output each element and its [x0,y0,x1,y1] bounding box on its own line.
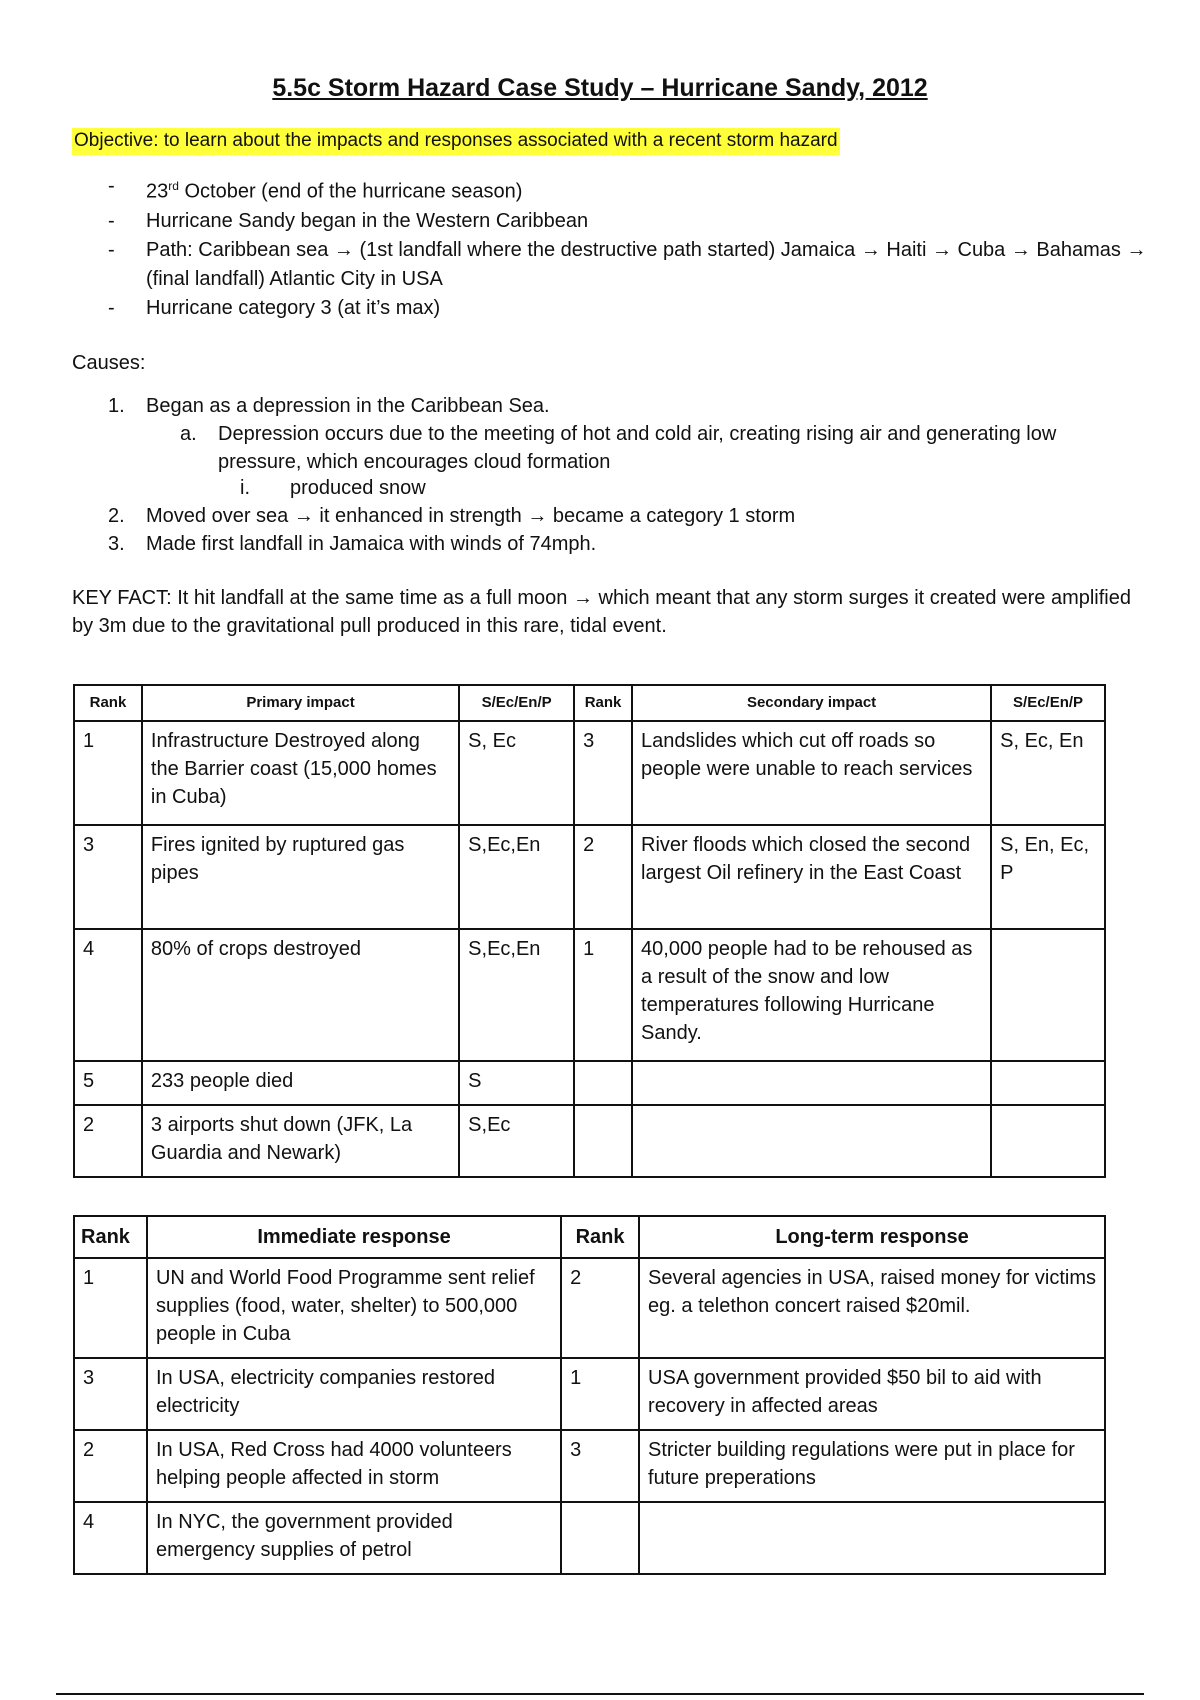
table-cell: Stricter building regulations were put in place for future preperations [639,1430,1105,1502]
table-cell: 2 [74,1105,142,1177]
table-cell [574,1105,632,1177]
table-cell: In USA, electricity companies restored electricity [147,1358,561,1430]
table-row [74,929,1105,1061]
bullet-item: - 23rd October (end of the hurricane season) [108,172,1148,207]
table-cell: 80% of crops destroyed [142,929,459,1061]
table-row [74,1061,1105,1105]
cause-item: 1. Began as a depression in the Caribbean Sea. [108,395,550,417]
bullet-marker: - [108,238,115,261]
table-cell: In NYC, the government provided emergency supplies of petrol [147,1502,561,1574]
table-cell [991,1105,1105,1177]
table-cell: 2 [574,825,632,929]
table-row [74,825,1105,929]
column-header: Primary impact [142,685,459,721]
table-cell: 4 [74,1502,147,1574]
table-cell: 3 [74,825,142,929]
table-cell: S,Ec,En [459,825,574,929]
table-cell: 1 [74,1258,147,1358]
impacts-table [73,684,1106,1178]
table-cell [991,1061,1105,1105]
column-header: S/Ec/En/P [459,685,574,721]
column-header: Rank [74,685,142,721]
table-cell: S, Ec, En [991,721,1105,825]
column-header: Rank [574,685,632,721]
page-bottom-rule [56,1693,1144,1695]
column-header: Secondary impact [632,685,991,721]
table-row [74,1258,1105,1358]
responses-table [73,1215,1106,1575]
bullet-marker: - [108,296,115,319]
table-cell: 5 [74,1061,142,1105]
table-cell: UN and World Food Programme sent relief supplies (food, water, shelter) to 500,000 people in Cuba [147,1258,561,1358]
cause-subsubitem: i. produced snow [240,477,426,499]
table-cell: 2 [561,1258,639,1358]
bullet-marker: - [108,175,115,197]
table-cell: Landslides which cut off roads so people were unable to reach services [632,721,991,825]
table-cell: Infrastructure Destroyed along the Barrier coast (15,000 homes in Cuba) [142,721,459,825]
cause-item: 2. Moved over sea → it enhanced in strength → became a category 1 storm [108,505,796,527]
table-cell: 3 [561,1430,639,1502]
table-cell: 1 [561,1358,639,1430]
table-cell: 3 [74,1358,147,1430]
page-title: 5.5c Storm Hazard Case Study – Hurricane Sandy, 2012 [272,74,928,102]
causes-heading: Causes: [72,352,146,374]
table-cell: 1 [74,721,142,825]
bullet-marker: - [108,209,115,232]
table-cell: S, Ec [459,721,574,825]
table-cell: 3 airports shut down (JFK, La Guardia and Newark) [142,1105,459,1177]
bullet-list [108,172,1148,323]
causes-list [108,392,1118,558]
table-cell: River floods which closed the second largest Oil refinery in the East Coast [632,825,991,929]
cause-subitem: a. Depression occurs due to the meeting of hot and cold air, creating rising air and generating low pressure, which encourages cloud formation [180,423,1057,473]
table-cell [639,1502,1105,1574]
table-cell [991,929,1105,1061]
table-cell: Fires ignited by ruptured gas pipes [142,825,459,929]
table-cell: S, En, Ec, P [991,825,1105,929]
bullet-item: - Hurricane Sandy began in the Western Caribbean [108,207,1148,236]
table-cell: S [459,1061,574,1105]
key-fact: KEY FACT: It hit landfall at the same time as a full moon → which meant that any storm surges it created were amplified by 3m due to the gravitational pull produced in this rare, tidal event. [72,587,1131,637]
table-cell: 233 people died [142,1061,459,1105]
table-cell: USA government provided $50 bil to aid with recovery in affected areas [639,1358,1105,1430]
cause-item: 3. Made first landfall in Jamaica with winds of 74mph. [108,533,597,555]
table-cell: 4 [74,929,142,1061]
table-row [74,1502,1105,1574]
table-cell [561,1502,639,1574]
table-header-row [74,685,1105,721]
table-cell: S,Ec,En [459,929,574,1061]
bullet-item: - Path: Caribbean sea → (1st landfall where the destructive path started) Jamaica → Haiti → Cuba → Bahamas → (final landfall) Atlantic City in USA [108,236,1148,294]
table-cell: Several agencies in USA, raised money for victims eg. a telethon concert raised $20mil. [639,1258,1105,1358]
table-cell: 3 [574,721,632,825]
column-header: Long-term response [639,1216,1105,1258]
column-header: Rank [561,1216,639,1258]
table-cell [632,1105,991,1177]
table-row [74,1105,1105,1177]
bullet-item: - Hurricane category 3 (at it’s max) [108,294,1148,323]
column-header: Immediate response [147,1216,561,1258]
table-cell: 1 [574,929,632,1061]
table-cell [632,1061,991,1105]
table-cell [574,1061,632,1105]
objective-highlight: Objective: to learn about the impacts and responses associated with a recent storm hazard [72,128,840,155]
column-header: S/Ec/En/P [991,685,1105,721]
table-cell: 40,000 people had to be rehoused as a result of the snow and low temperatures following Hurricane Sandy. [632,929,991,1061]
table-cell: S,Ec [459,1105,574,1177]
table-row [74,1358,1105,1430]
table-cell: In USA, Red Cross had 4000 volunteers helping people affected in storm [147,1430,561,1502]
table-cell: 2 [74,1430,147,1502]
table-header-row [74,1216,1105,1258]
table-row [74,721,1105,825]
table-row [74,1430,1105,1502]
column-header: Rank [74,1216,147,1258]
